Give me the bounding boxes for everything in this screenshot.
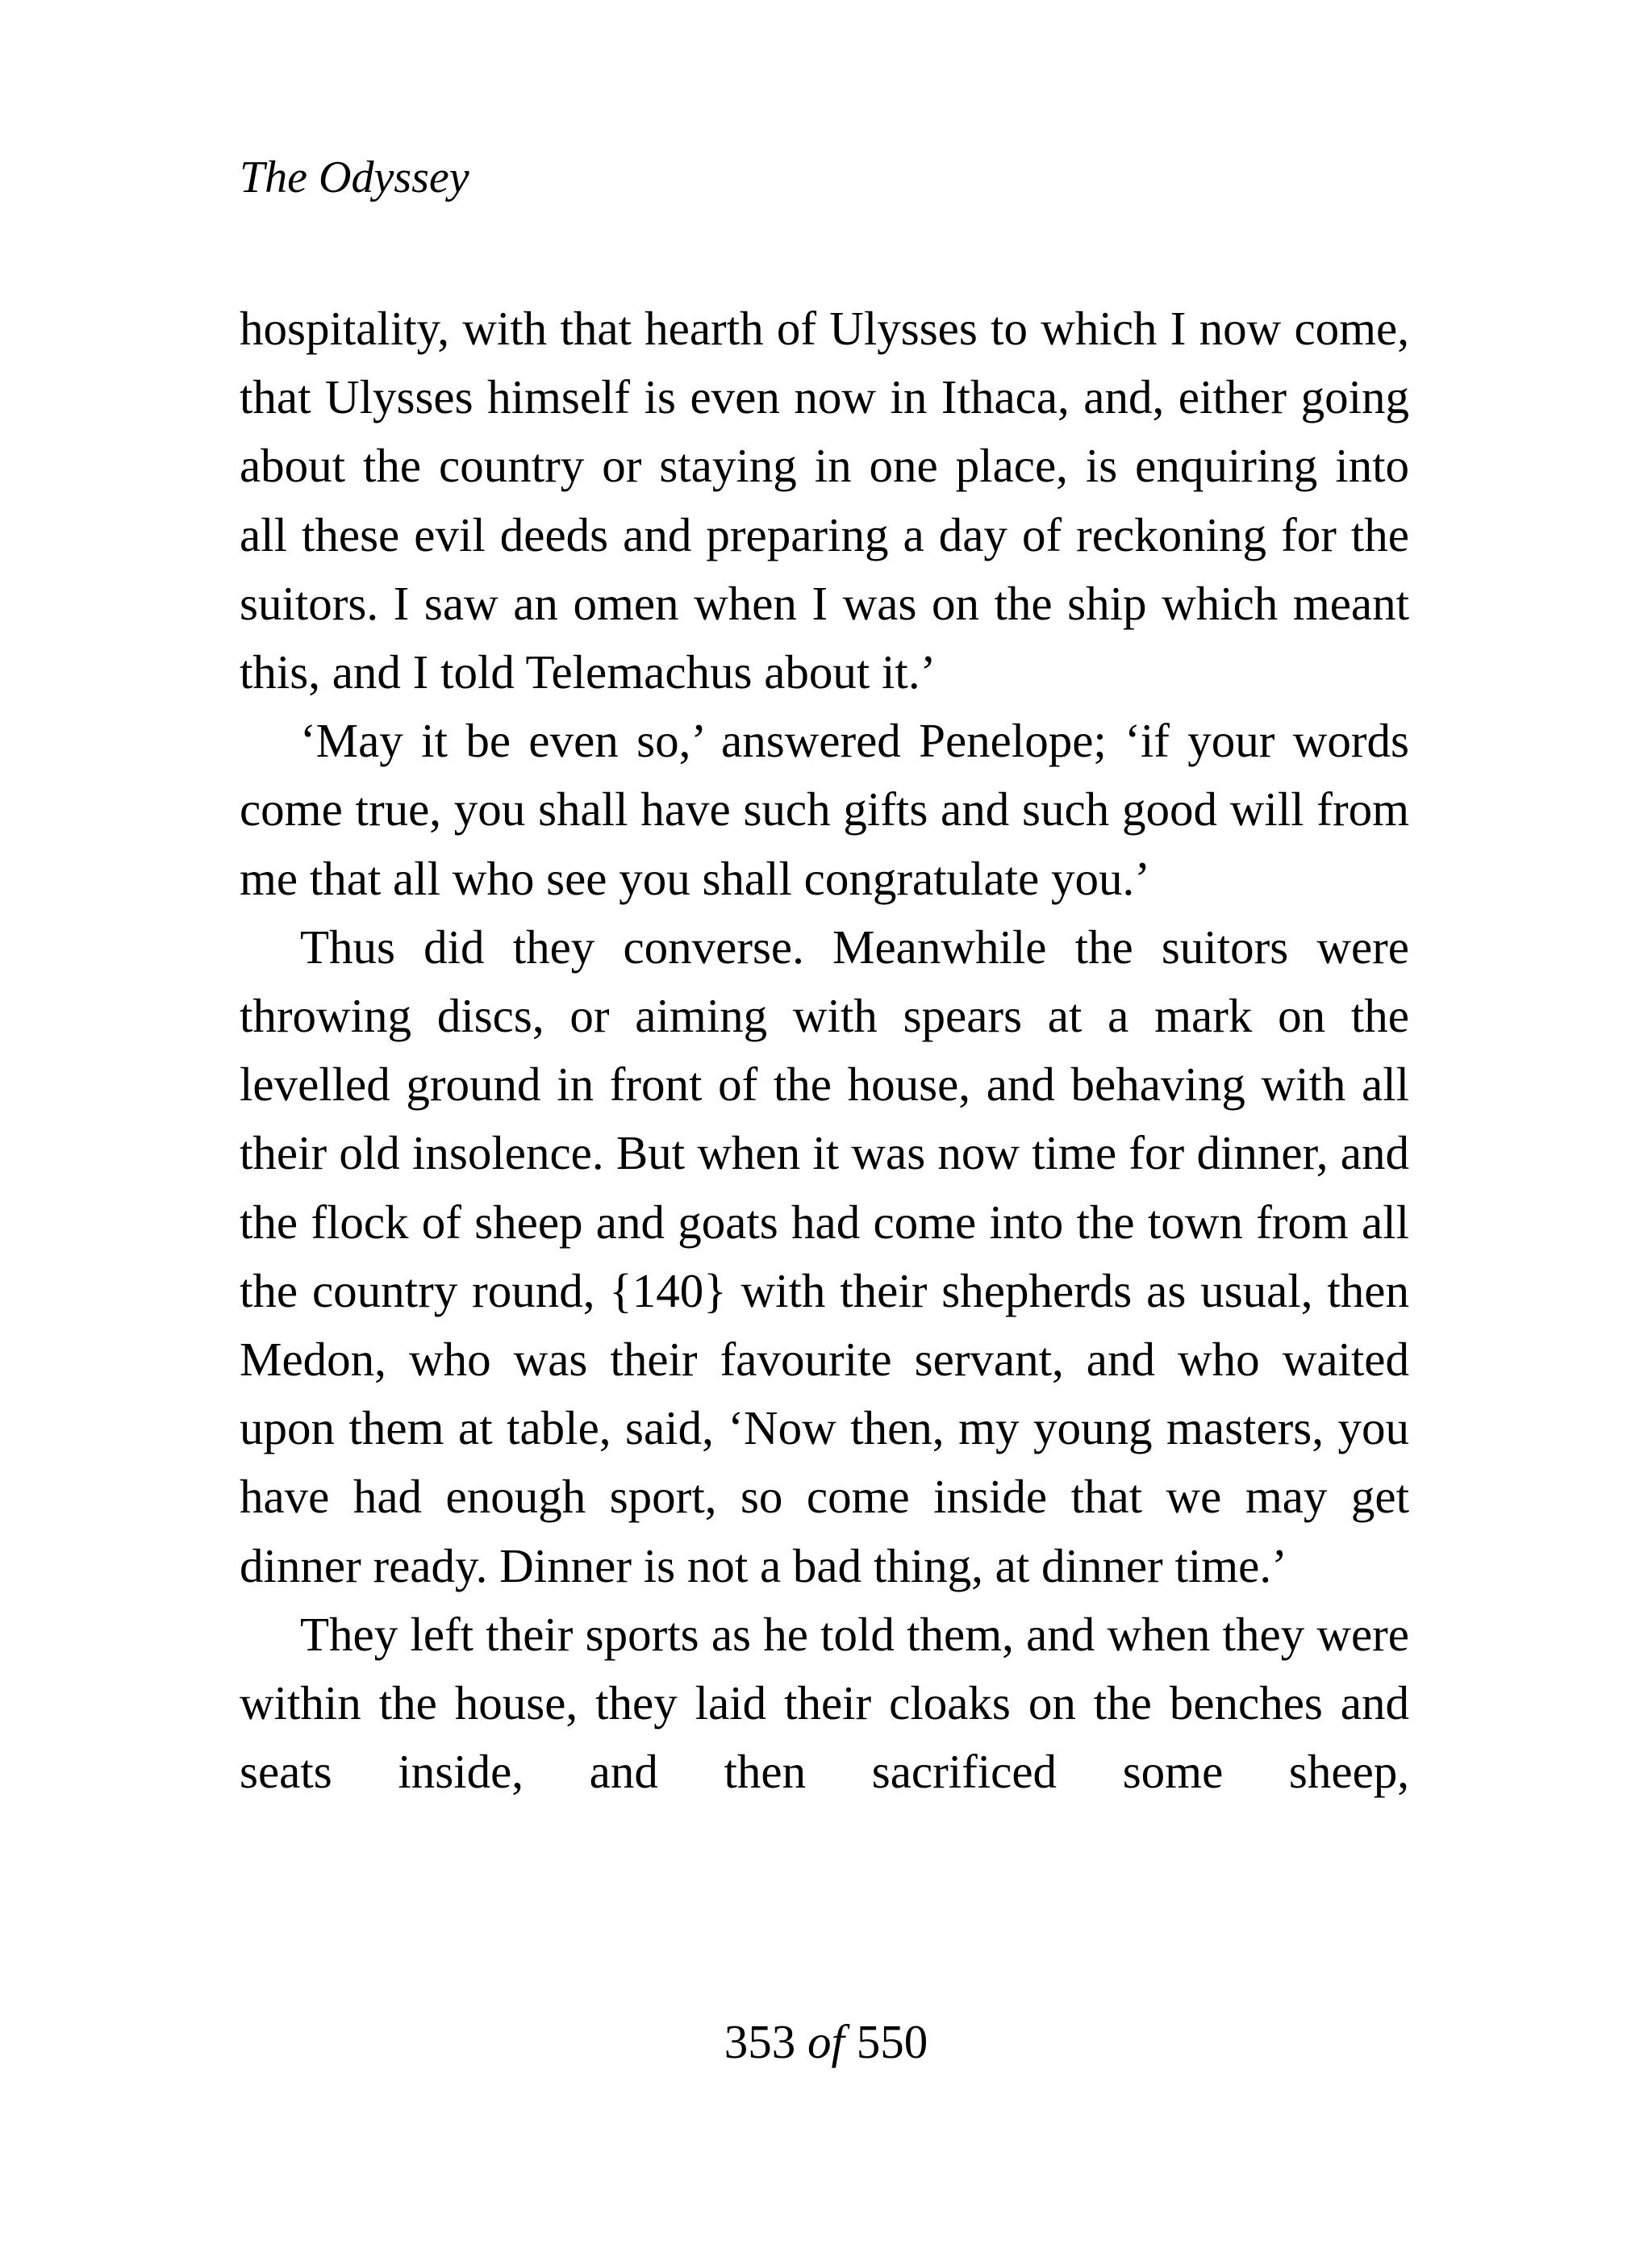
total-page-count: 550 (856, 2015, 928, 2068)
paragraph-4: They left their sports as he told them, and when they were within the house, they laid their cloaks on the benches and seats inside, and then sacrificed some sheep, (240, 1607, 1409, 1799)
paragraph-2: ‘May it be even so,’ answered Penelope; ‘if your words come true, you shall have such gifts and such good will from me that all who see you shall congratulate you.’ (240, 714, 1409, 905)
page-body (240, 294, 1409, 1806)
current-page-number: 353 (724, 2015, 796, 2068)
page-of-label: of (807, 2015, 845, 2068)
page-number (0, 2013, 1652, 2071)
paragraph-3: Thus did they converse. Meanwhile the suitors were throwing discs, or aiming with spears at a mark on the levelled ground in front of the house, and behaving with all their old insolence. But when it was now time for dinner, and the flock of sheep and goats had come into the town from all the country round, {140} with their shepherds as usual, then Medon, who was their favourite servant, and who waited upon them at table, said, ‘Now then, my young masters, you have had enough sport, so come inside that we may get dinner ready. Dinner is not a bad thing, at dinner time.’ (240, 920, 1409, 1592)
paragraph-1: hospitality, with that hearth of Ulysses to which I now come, that Ulysses himself is even now in Ithaca, and, either going about the country or staying in one place, is enquiring into all these evil deeds and preparing a day of reckoning for the suitors. I saw an omen when I was on the ship which meant this, and I told Telemachus about it.’ (240, 302, 1409, 699)
running-header-title: The Odyssey (240, 152, 469, 202)
